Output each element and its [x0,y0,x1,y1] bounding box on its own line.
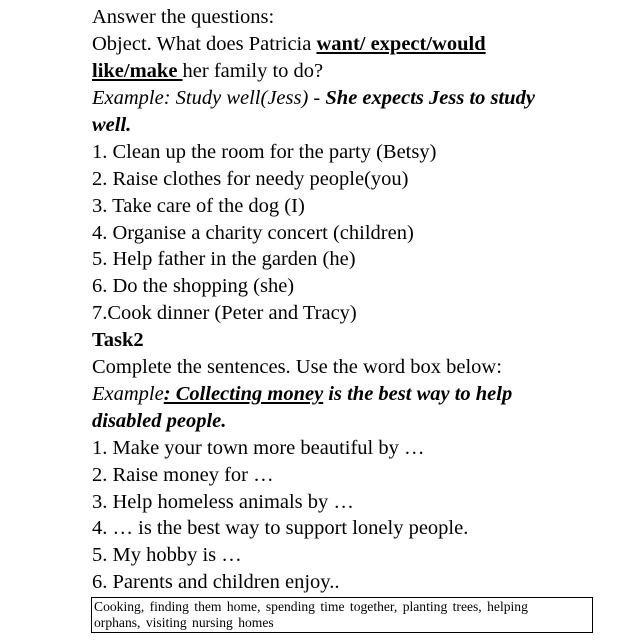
task1-item: 4. Organise a charity concert (children) [92,222,414,244]
question-prefix: Object. What does Patricia [92,33,317,55]
task1-example-line1 [92,85,535,112]
task1-heading: Answer the questions: [92,6,275,28]
task2-item: 3. Help homeless animals by … [92,491,354,513]
word-box [91,597,593,633]
task1-item: 1. Clean up the room for the party (Betsy) [92,141,437,163]
question-verbs-line2: like/make [92,60,183,82]
task2-item: 1. Make your town more beautiful by … [92,437,425,459]
task2-example-line1 [92,381,512,408]
task1-question-line2 [92,58,323,85]
task2-item: 4. … is the best way to support lonely people. [92,517,469,539]
example-label: Example: Study well(Jess) - [92,87,326,109]
word-box-line1: Cooking, finding them home, spending time together, planting trees, helping [94,599,528,614]
task1-item: 3. Take care of the dog (I) [92,195,305,217]
task2-item: 5. My hobby is … [92,544,242,566]
task2-example-colon: : [163,383,171,405]
task2-heading: Task2 [92,329,144,351]
question-suffix: her family to do? [182,60,324,82]
question-verbs-line1: want/ expect/would [316,33,486,55]
task1-example-line2: well. [92,114,132,136]
word-box-line2: orphans, visiting nursing homes [94,615,274,630]
task2-item: 2. Raise money for … [92,464,274,486]
task2-instruction: Complete the sentences. Use the word box below: [92,356,502,378]
task1-question-line1 [92,31,486,58]
task2-item: 6. Parents and children enjoy.. [92,571,340,593]
task2-example-underlined: Collecting money [170,383,324,405]
task2-example-line2: disabled people. [92,410,227,432]
task2-example-label: Example [92,383,164,405]
task1-item: 2. Raise clothes for needy people(you) [92,168,409,190]
task1-item: 5. Help father in the garden (he) [92,248,356,270]
task1-item: 7.Cook dinner (Peter and Tracy) [92,302,357,324]
task2-example-rest: is the best way to help [323,383,513,405]
task1-item: 6. Do the shopping (she) [92,275,295,297]
example-answer-line1: She expects Jess to study [325,87,535,109]
